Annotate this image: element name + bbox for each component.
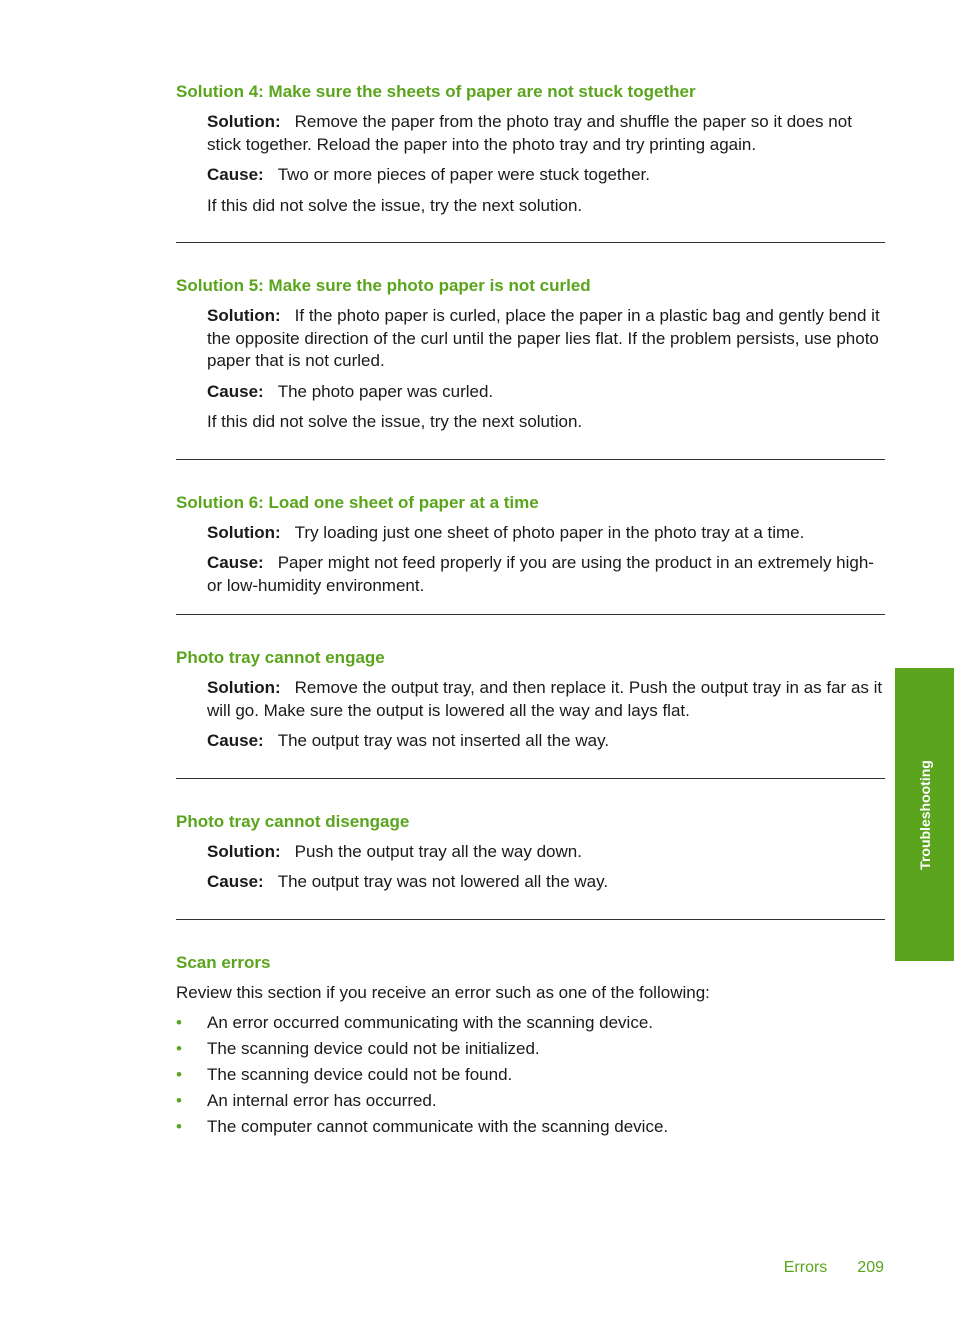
solution-paragraph bbox=[207, 841, 885, 864]
divider bbox=[176, 778, 885, 779]
section-solution-6 bbox=[176, 492, 885, 598]
cause-label: Cause: bbox=[207, 731, 264, 750]
cause-paragraph bbox=[207, 164, 885, 187]
solution-text: Remove the paper from the photo tray and shuffle the paper so it does not stick together. Reload the paper into the photo tray and try printing again. bbox=[207, 112, 852, 154]
solution-text: If the photo paper is curled, place the paper in a plastic bag and gently bend it the opposite direction of the curl until the paper lies flat. If the problem persists, use photo paper that is not curled. bbox=[207, 306, 880, 370]
cause-paragraph bbox=[207, 730, 885, 753]
section-solution-5 bbox=[176, 275, 885, 434]
cause-text: The output tray was not inserted all the way. bbox=[277, 731, 610, 750]
list-item: • An internal error has occurred. bbox=[176, 1090, 885, 1113]
page-content bbox=[176, 81, 885, 1142]
solution-paragraph bbox=[207, 305, 885, 373]
section-heading: Solution 6: Load one sheet of paper at a time bbox=[176, 492, 539, 512]
solution-label: Solution: bbox=[207, 306, 281, 325]
solution-text: Remove the output tray, and then replace it. Push the output tray in as far as it will go. Make sure the output is lowered all the way and lays flat. bbox=[207, 678, 883, 720]
solution-label: Solution: bbox=[207, 678, 281, 697]
divider bbox=[176, 459, 885, 460]
bullet-icon: • bbox=[176, 1117, 182, 1137]
solution-text: Try loading just one sheet of photo paper in the photo tray at a time. bbox=[294, 522, 805, 542]
bullet-icon: • bbox=[176, 1091, 182, 1111]
page-number: 209 bbox=[857, 1259, 884, 1276]
cause-text: The photo paper was curled. bbox=[277, 381, 494, 401]
solution-paragraph bbox=[207, 522, 885, 545]
cause-label: Cause: bbox=[207, 872, 264, 891]
section-heading: Solution 5: Make sure the photo paper is not curled bbox=[176, 276, 591, 295]
bullet-icon: • bbox=[176, 1039, 182, 1059]
bullet-icon: • bbox=[176, 1065, 182, 1085]
cause-text: Two or more pieces of paper were stuck together. bbox=[277, 165, 650, 184]
cause-label: Cause: bbox=[207, 381, 264, 401]
section-scan-errors bbox=[176, 952, 885, 1139]
bullet-icon: • bbox=[176, 1013, 182, 1032]
cause-paragraph bbox=[207, 552, 885, 597]
section-heading: Photo tray cannot disengage bbox=[176, 811, 410, 831]
solution-label: Solution: bbox=[207, 112, 281, 131]
solution-label: Solution: bbox=[207, 841, 281, 861]
solution-paragraph bbox=[207, 111, 885, 156]
page-footer bbox=[784, 1257, 884, 1280]
section-photo-tray-cannot-engage bbox=[176, 647, 885, 753]
divider bbox=[176, 242, 885, 243]
cause-text: Paper might not feed properly if you are using the product in an extremely high- or low-humidity environment. bbox=[207, 553, 874, 595]
scan-errors-intro: Review this section if you receive an error such as one of the following: bbox=[176, 982, 710, 1002]
footer-section-name: Errors bbox=[783, 1259, 828, 1276]
divider bbox=[176, 919, 885, 920]
side-tab-label: Troubleshooting bbox=[916, 759, 933, 870]
next-solution-note: If this did not solve the issue, try the next solution. bbox=[207, 412, 583, 431]
list-item: • The scanning device could not be initialized. bbox=[176, 1038, 885, 1061]
section-solution-4 bbox=[176, 81, 885, 217]
chapter-side-tab bbox=[895, 668, 954, 961]
solution-text: Push the output tray all the way down. bbox=[294, 841, 582, 861]
divider bbox=[176, 614, 885, 615]
cause-label: Cause: bbox=[207, 553, 264, 572]
solution-label: Solution: bbox=[207, 522, 281, 542]
list-item: • The computer cannot communicate with the scanning device. bbox=[176, 1116, 885, 1139]
cause-label: Cause: bbox=[207, 165, 264, 184]
section-photo-tray-cannot-disengage bbox=[176, 811, 885, 894]
solution-paragraph bbox=[207, 677, 885, 722]
list-item: • An error occurred communicating with the scanning device. bbox=[176, 1012, 885, 1035]
section-heading: Solution 4: Make sure the sheets of paper are not stuck together bbox=[176, 82, 696, 101]
section-heading: Photo tray cannot engage bbox=[176, 648, 385, 667]
cause-paragraph bbox=[207, 871, 885, 894]
next-solution-note: If this did not solve the issue, try the next solution. bbox=[207, 195, 583, 215]
list-item: • The scanning device could not be found. bbox=[176, 1064, 885, 1087]
cause-text: The output tray was not lowered all the way. bbox=[277, 872, 609, 891]
section-heading: Scan errors bbox=[176, 952, 271, 972]
cause-paragraph bbox=[207, 381, 885, 404]
scan-errors-list bbox=[176, 1012, 885, 1139]
